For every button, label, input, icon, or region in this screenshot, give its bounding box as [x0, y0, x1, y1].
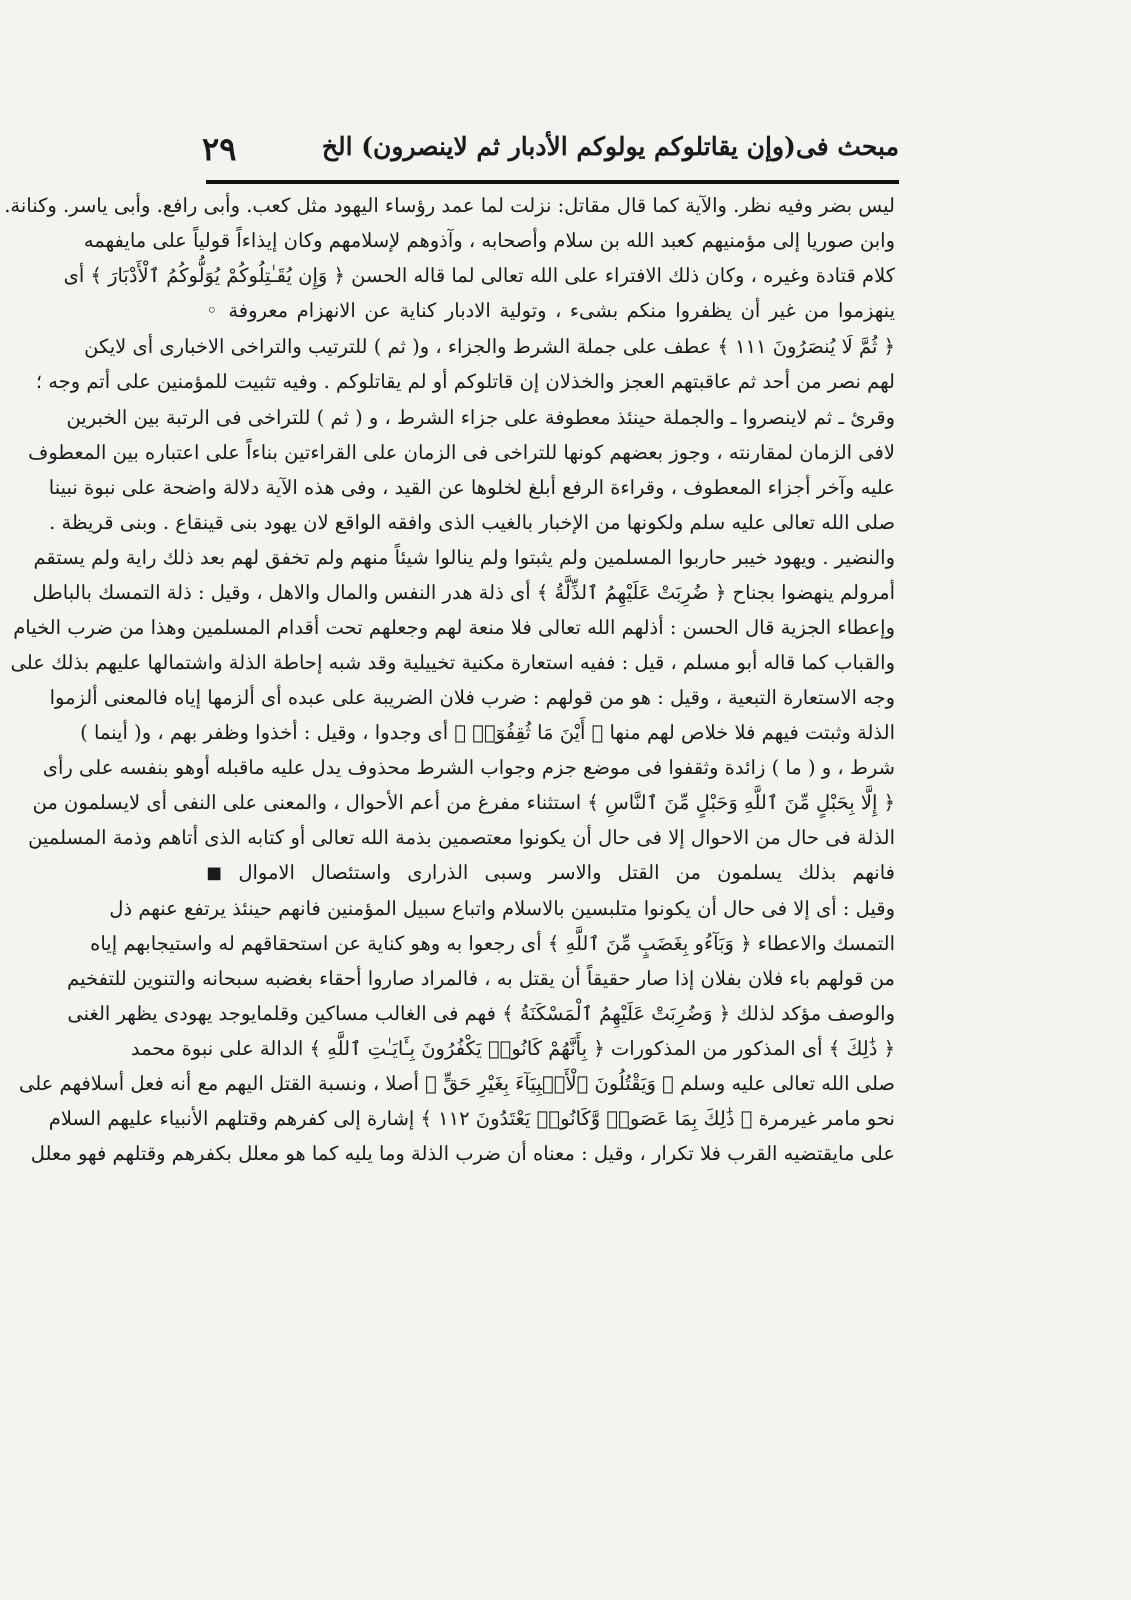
text-line: والوصف مؤكد لذلك ﴿ وَضُرِبَتْ عَلَيْهِمُ ٱلْمَسْكَنَةُ ﴾ فهم فى الغالب مساكين وقلمايوجد يهودى يظهر الغنى — [67, 1002, 895, 1025]
text-line: وإعطاء الجزية قال الحسن : أذلهم الله تعالى فلا منعة لهم وجعلهم تحت أقدام المسلمين وهذا من ضرب الخيام — [13, 616, 895, 639]
text-line: صلى الله تعالى عليه وسلم ﴿ وَيَقْتُلُونَ ٱلْأَنۢبِيَآءَ بِغَيْرِ حَقٍّ ﴾ أصلا ، ونسبة القتل اليهم مع أنه فعل أسلافهم على — [18, 1072, 895, 1095]
text-line: ﴿ إِلَّا بِحَبْلٍ مِّنَ ٱللَّهِ وَحَبْلٍ مِّنَ ٱلنَّاسِ ﴾ استثناء مفرغ من أعم الأحوال ، والمعنى على النفى أى لايسلمون من — [32, 791, 895, 814]
text-line: الذلة وثبتت فيهم فلا خلاص لهم منها ﴿ أَيْنَ مَا ثُقِفُوٓا۟ ﴾ أى وجدوا ، وقيل : أخذوا وظفر بهم ، و( أينما ) — [80, 721, 895, 744]
text-line: فانهم بذلك يسلمون من القتل والاسر وسبى الذرارى واستئصال الاموال ◼ — [206, 861, 895, 884]
text-line: عليه وآخر أجزاء المعطوف ، وقراءة الرفع أبلغ لخلوها عن القيد ، وفى هذه الآية دلالة واضحة على نبوة نبينا — [48, 476, 895, 499]
text-line: الذلة فى حال من الاحوال إلا فى حال أن يكونوا معتصمين بذمة الله تعالى أو كتابه الذى أتاهم وذمة المسلمين — [28, 826, 895, 849]
text-line: ﴿ ذَٰلِكَ ﴾ أى المذكور من المذكورات ﴿ بِأَنَّهُمْ كَانُوا۟ يَكْفُرُونَ بِـَٔايَـٰتِ ٱللَّهِ ﴾ الدالة على نبوة محمد — [130, 1037, 895, 1060]
text-line: كلام قتادة وغيره ، وكان ذلك الافتراء على الله تعالى لما قاله الحسن ﴿ وَإِن يُقَـٰتِلُوكُمْ يُوَلُّوكُمُ ٱلْأَدْبَارَ ﴾ أى — [63, 264, 895, 287]
paragraph — [35, 329, 895, 399]
text-line: وجه الاستعارة التبعية ، وقيل : هو من قولهم : ضرب فلان الضريبة على عبده أى ألزمها إياه فالمعنى ألزموا — [49, 686, 895, 709]
text-line: أمرولم ينهضوا بجناح ﴿ ضُرِبَتْ عَلَيْهِمُ ٱلذِّلَّةُ ﴾ أى ذلة هدر النفس والمال والاهل ، وقيل : ذلة التمسك بالباطل — [32, 581, 895, 604]
paragraph — [10, 400, 895, 890]
text-line: شرط ، و ( ما ) زائدة وثقفوا فى موضع جزم وجواب الشرط محذوف يدل عليه ماقبله أوهو بنفسه على رأى — [42, 756, 895, 779]
text-line: لهم نصر من أحد ثم عاقبتهم العجز والخذلان إن قاتلوكم أو لم يقاتلوكم . وفيه تثبيت للمؤمنين على أتم وجه ؛ — [35, 370, 895, 393]
paragraph — [18, 891, 895, 1171]
text-line: ينهزموا من غير أن يظفروا منكم بشىء ، وتولية الادبار كناية عن الانهزام معروفة ◦ — [206, 299, 895, 322]
text-line: من قولهم باء فلان بفلان إذا صار حقيقاً أن يقتل به ، فالمراد صاروا أحقاء بغضبه سبحانه والتنوين للتفخيم — [67, 967, 895, 990]
text-line: والنضير . ويهود خيبر حاربوا المسلمين ولم يثبتوا ولم ينالوا شيئاً منهم ولم تخفق لهم بعد ذلك راية ولم يستقم — [33, 546, 895, 569]
text-line: وقرئ ـ ثم لاينصروا ـ والجملة حينئذ معطوفة على جزاء الشرط ، و ( ثم ) للتراخى فى الرتبة بين الخبرين — [66, 406, 895, 429]
text-line: لافى الزمان لمقارنته ، وجوز بعضهم كونها للتراخى فى الزمان على القراءتين بناءاً على اعتباره بين المعطوف — [28, 441, 895, 464]
header-rule — [206, 180, 899, 184]
text-line: نحو مامر غيرمرة ﴿ ذَٰلِكَ بِمَا عَصَوا۟ وَّكَانُوا۟ يَعْتَدُونَ ١١٢ ﴾ إشارة إلى كفرهم وقتلهم الأنبياء عليهم السلام — [48, 1107, 895, 1130]
text-line: ليس بضر وفيه نظر. والآية كما قال مقاتل: نزلت لما عمد رؤساء اليهود مثل كعب. وأبى رافع. وأبى ياسر. وكنانة. — [4, 194, 895, 217]
text-line: وابن صوريا إلى مؤمنيهم كعبد الله بن سلام وأصحابه ، وآذوهم لإسلامهم وكان إيذاءاً قولياً على مايفهمه — [83, 229, 895, 252]
text-line: على مايقتضيه القرب فلا تكرار ، وقيل : معناه أن ضرب الذلة وما يليه كما هو معلل بكفرهم وقتلهم فهو معلل — [30, 1142, 895, 1165]
text-line: والقباب كما قاله أبو مسلم ، قيل : ففيه استعارة مكنية تخييلية وقد شبه إحاطة الذلة واشتمالها عليهم بذلك على — [10, 651, 895, 674]
body-text — [4, 188, 895, 1171]
page-header — [202, 132, 899, 176]
text-line: وقيل : أى إلا فى حال أن يكونوا متلبسين بالاسلام واتباع سبيل المؤمنين فانهم حينئذ يرتفع عنهم ذل — [109, 897, 895, 920]
text-line: ﴿ ثُمَّ لَا يُنصَرُونَ ١١١ ﴾ عطف على جملة الشرط والجزاء ، و( ثم ) للترتيب والتراخى الاخبارى أى لايكن — [84, 335, 895, 358]
running-title: مبحث فى(وإن يقاتلوكم يولوكم الأدبار ثم لاينصرون) الخ — [321, 132, 899, 161]
text-line: التمسك والاعطاء ﴿ وَبَآءُو بِغَضَبٍ مِّنَ ٱللَّهِ ﴾ أى رجعوا به وهو كناية عن استحقاقهم له واستيجابهم إياه — [90, 932, 895, 955]
paragraph — [4, 188, 895, 328]
text-line: صلى الله تعالى عليه سلم ولكونها من الإخبار بالغيب الذى وافقه الواقع لان يهود بنى قينقاع . وبنى قريظة . — [49, 511, 895, 534]
page-number: ٢٩ — [202, 130, 237, 168]
